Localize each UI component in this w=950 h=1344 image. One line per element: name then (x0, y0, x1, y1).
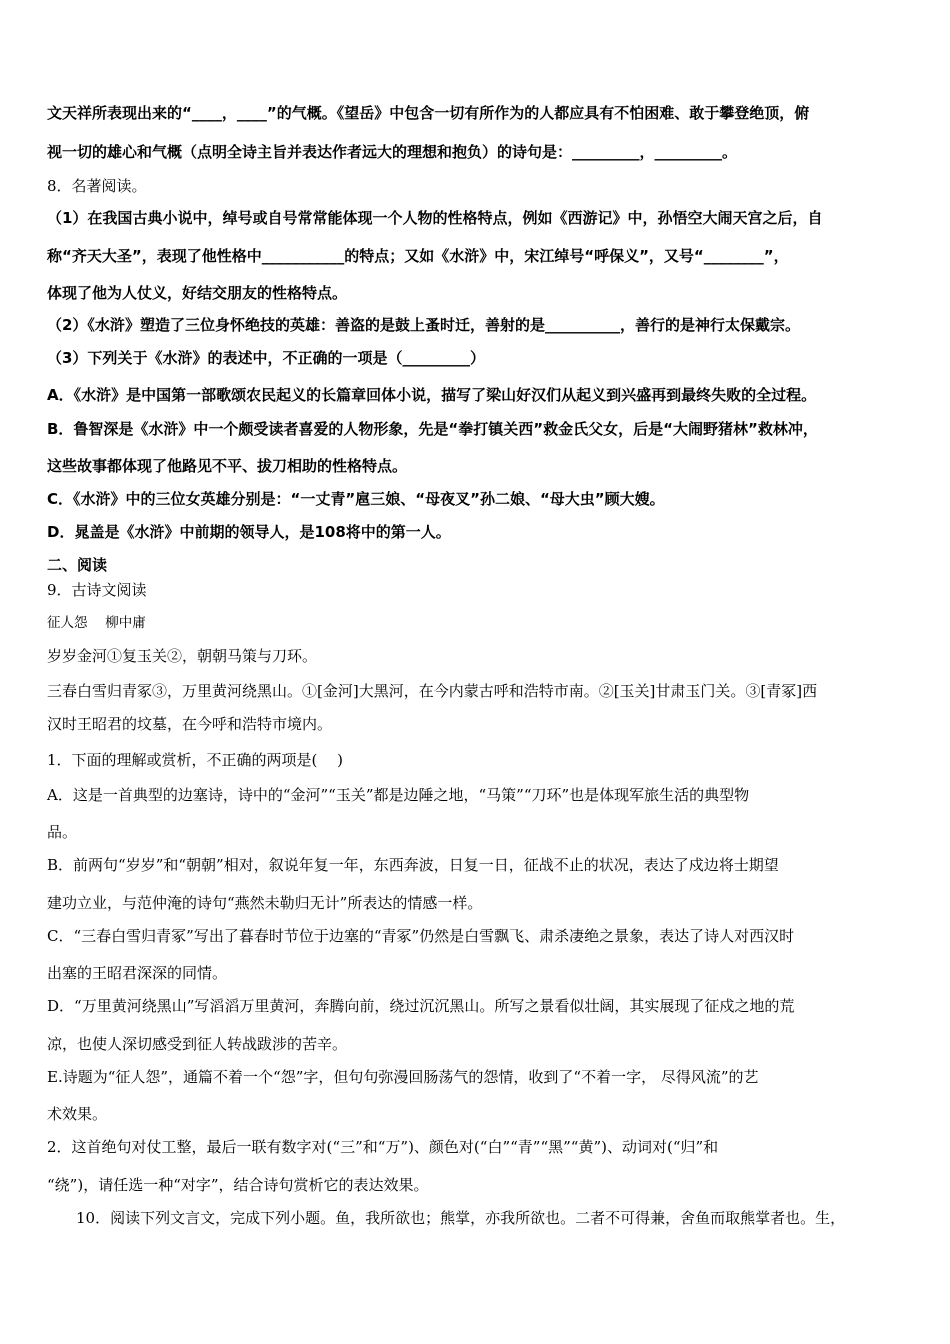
text-line: （2）《水浒》塑造了三位身怀绝技的英雄：善盗的是鼓上蚤时迁，善射的是__________，善行的是神行太保戴宗。 (47, 316, 800, 334)
option-line: B．鲁智深是《水浒》中一个颇受读者喜爱的人物形象，先是“拳打镇关西”救金氏父女，后是“大闹野猪林”救林冲， (47, 420, 818, 438)
text-line: 称“齐天大圣”，表现了他性格中___________的特点；又如《水浒》中，宋江绰号“呼保义”，又号“________”， (47, 247, 789, 265)
text-line: （1）在我国古典小说中，绰号或自号常常能体现一个人物的性格特点，例如《西游记》中，孙悟空大闹天宫之后，自 (47, 209, 823, 227)
poem-line: 岁岁金河①复玉关②，朝朝马策与刀环。 (47, 647, 318, 665)
option-line: A．《水浒》是中国第一部歌颂农民起义的长篇章回体小说，描写了梁山好汉们从起义到兴盛再到最终失败的全过程。 (47, 386, 817, 404)
option-line: 品。 (47, 823, 78, 841)
option-line: 凉，也使人深切感受到征人转战跋涉的苦辛。 (47, 1035, 348, 1053)
option-line: D．“万里黄河绕黑山”写滔滔万里黄河，奔腾向前，绕过沉沉黑山。所写之景看似壮阔，其实展现了征戍之地的荒 (47, 997, 795, 1015)
question-heading: 8．名著阅读。 (47, 177, 147, 195)
text-line: （3）下列关于《水浒》的表述中，不正确的一项是（_________） (47, 349, 485, 367)
question-item: 2．这首绝句对仗工整，最后一联有数字对(“三”和“万”)、颜色对(“白”“青”“黑”“黄”)、动词对(“归”和 (47, 1138, 719, 1156)
poem-line: 三春白雪归青冢③，万里黄河绕黑山。①[金河]大黑河，在今内蒙古呼和浩特市南。②[玉关]甘肃玉门关。③[青冢]西 (47, 682, 818, 700)
option-line: C．“三春白雪归青冢”写出了暮春时节位于边塞的“青冢”仍然是白雪飘飞、肃杀凄绝之景象，表达了诗人对西汉时 (47, 927, 795, 945)
option-line: 这些故事都体现了他路见不平、拔刀相助的性格特点。 (47, 457, 408, 475)
option-line: 建功立业，与范仲淹的诗句“燕然未勒归无计”所表达的情感一样。 (47, 894, 483, 912)
option-line: B．前两句“岁岁”和“朝朝”相对，叙说年复一年，东西奔波，日复一日，征战不止的状况，表达了戍边将士期望 (47, 856, 779, 874)
option-line: 出塞的王昭君深深的同情。 (47, 964, 228, 982)
option-line: C．《水浒》中的三位女英雄分别是：“一丈青”扈三娘、“母夜叉”孙二娘、“母大虫”顾大嫂。 (47, 490, 665, 508)
option-line: E.诗题为“征人怨”，通篇不着一个“怨”字，但句句弥漫回肠荡气的怨情，收到了“不着一字， 尽得风流”的艺 (47, 1068, 759, 1086)
question-heading: 10．阅读下列文言文，完成下列小题。鱼，我所欲也；熊掌，亦我所欲也。二者不可得兼，舍鱼而取熊掌者也。生， (76, 1209, 846, 1227)
text-line: 视一切的雄心和气概（点明全诗主旨并表达作者远大的理想和抱负）的诗句是：_________，_________。 (47, 143, 738, 161)
poem-title: 征人怨 柳中庸 (47, 615, 146, 631)
text-line: 文天祥所表现出来的“____，____”的气概。《望岳》中包含一切有所作为的人都应具有不怕困难、敢于攀登绝顶，俯 (47, 104, 810, 122)
option-line: 术效果。 (47, 1105, 108, 1123)
option-line: A．这是一首典型的边塞诗，诗中的“金河”“玉关”都是边陲之地，“马策”“刀环”也是体现军旅生活的典型物 (47, 786, 750, 804)
option-line: D．晁盖是《水浒》中前期的领导人，是108将中的第一人。 (47, 523, 451, 541)
section-heading: 二、阅读 (47, 556, 108, 574)
question-heading: 9．古诗文阅读 (47, 581, 147, 599)
question-item: “绕”)，请任选一种“对字”，结合诗句赏析它的表达效果。 (47, 1176, 429, 1194)
question-item: 1．下面的理解或赏析，不正确的两项是( ) (47, 751, 344, 769)
text-line: 体现了他为人仗义，好结交朋友的性格特点。 (47, 284, 348, 302)
text-line: 汉时王昭君的坟墓，在今呼和浩特市境内。 (47, 715, 333, 733)
